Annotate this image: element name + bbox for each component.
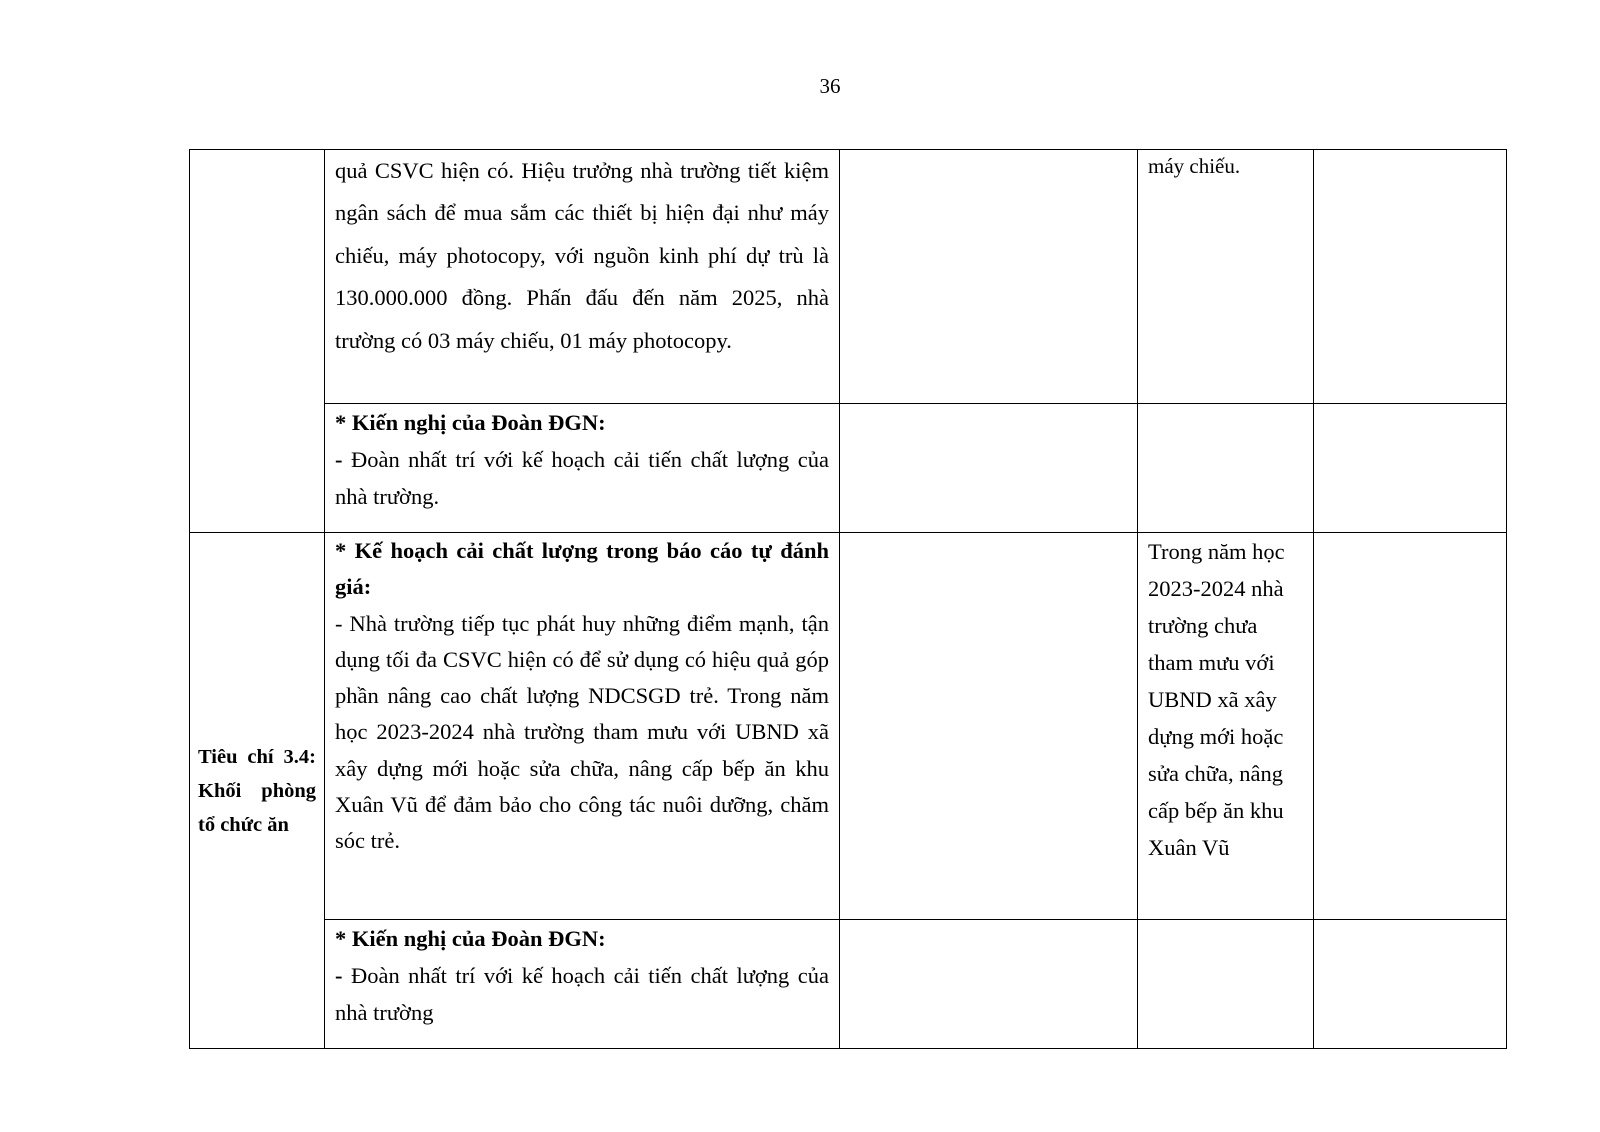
empty-cell: [1314, 150, 1507, 404]
empty-cell: [840, 150, 1138, 404]
plan-cell: [325, 533, 840, 920]
note-text: Trong năm học 2023-2024 nhà trường chưa tham mưu với UBND xã xây dựng mới hoặc sửa chữa, nâng cấp bếp ăn khu Xuân Vũ: [1148, 539, 1285, 860]
recommendation-cell: [325, 404, 840, 533]
empty-cell: [840, 404, 1138, 533]
empty-cell: [1314, 920, 1507, 1049]
table-row: [190, 920, 1507, 1049]
recommendation-text: Đoàn nhất trí với kế hoạch cải tiến chất lượng của nhà trường: [335, 963, 829, 1025]
recommendation-text: Đoàn nhất trí với kế hoạch cải tiến chất lượng của nhà trường.: [335, 447, 829, 509]
page-number: 36: [819, 74, 841, 98]
recommendation-dash: -: [335, 447, 343, 472]
plan-text: quả CSVC hiện có. Hiệu trưởng nhà trường tiết kiệm ngân sách để mua sắm các thiết bị hiện đại như máy chiếu, máy photocopy, với nguồn kinh phí dự trù là 130.000.000 đồng. Phấn đấu đến năm 2025, nhà trường có 03 máy chiếu, 01 máy photocopy.: [335, 158, 829, 353]
empty-cell: [1314, 533, 1507, 920]
evaluation-table: [189, 149, 1507, 1049]
plan-cell: [325, 150, 840, 404]
empty-cell: [1138, 404, 1314, 533]
recommendation-heading: * Kiến nghị của Đoàn ĐGN:: [335, 410, 606, 435]
table-row: [190, 533, 1507, 920]
recommendation-cell: [325, 920, 840, 1049]
empty-cell: [1138, 920, 1314, 1049]
empty-cell: [1314, 404, 1507, 533]
note-text: máy chiếu.: [1148, 154, 1241, 178]
table-row: [190, 404, 1507, 533]
note-cell: [1138, 150, 1314, 404]
criterion-cell-empty: [190, 150, 325, 533]
criterion-label: Tiêu chí 3.4: Khối phòng tổ chức ăn: [190, 533, 325, 1049]
recommendation-heading: * Kiến nghị của Đoàn ĐGN:: [335, 926, 606, 951]
empty-cell: [840, 920, 1138, 1049]
empty-cell: [840, 533, 1138, 920]
table-row: [190, 150, 1507, 404]
plan-heading: * Kế hoạch cải chất lượng trong báo cáo tự đánh giá:: [335, 538, 829, 600]
plan-text: - Nhà trường tiếp tục phát huy những điểm mạnh, tận dụng tối đa CSVC hiện có để sử dụng có hiệu quả góp phần nâng cao chất lượng NDCSGD trẻ. Trong năm học 2023-2024 nhà trường tham mưu với UBND xã xây dựng mới hoặc sửa chữa, nâng cấp bếp ăn khu Xuân Vũ để đảm bảo cho công tác nuôi dưỡng, chăm sóc trẻ.: [335, 610, 829, 854]
note-cell: [1138, 533, 1314, 920]
recommendation-dash: -: [335, 963, 343, 988]
